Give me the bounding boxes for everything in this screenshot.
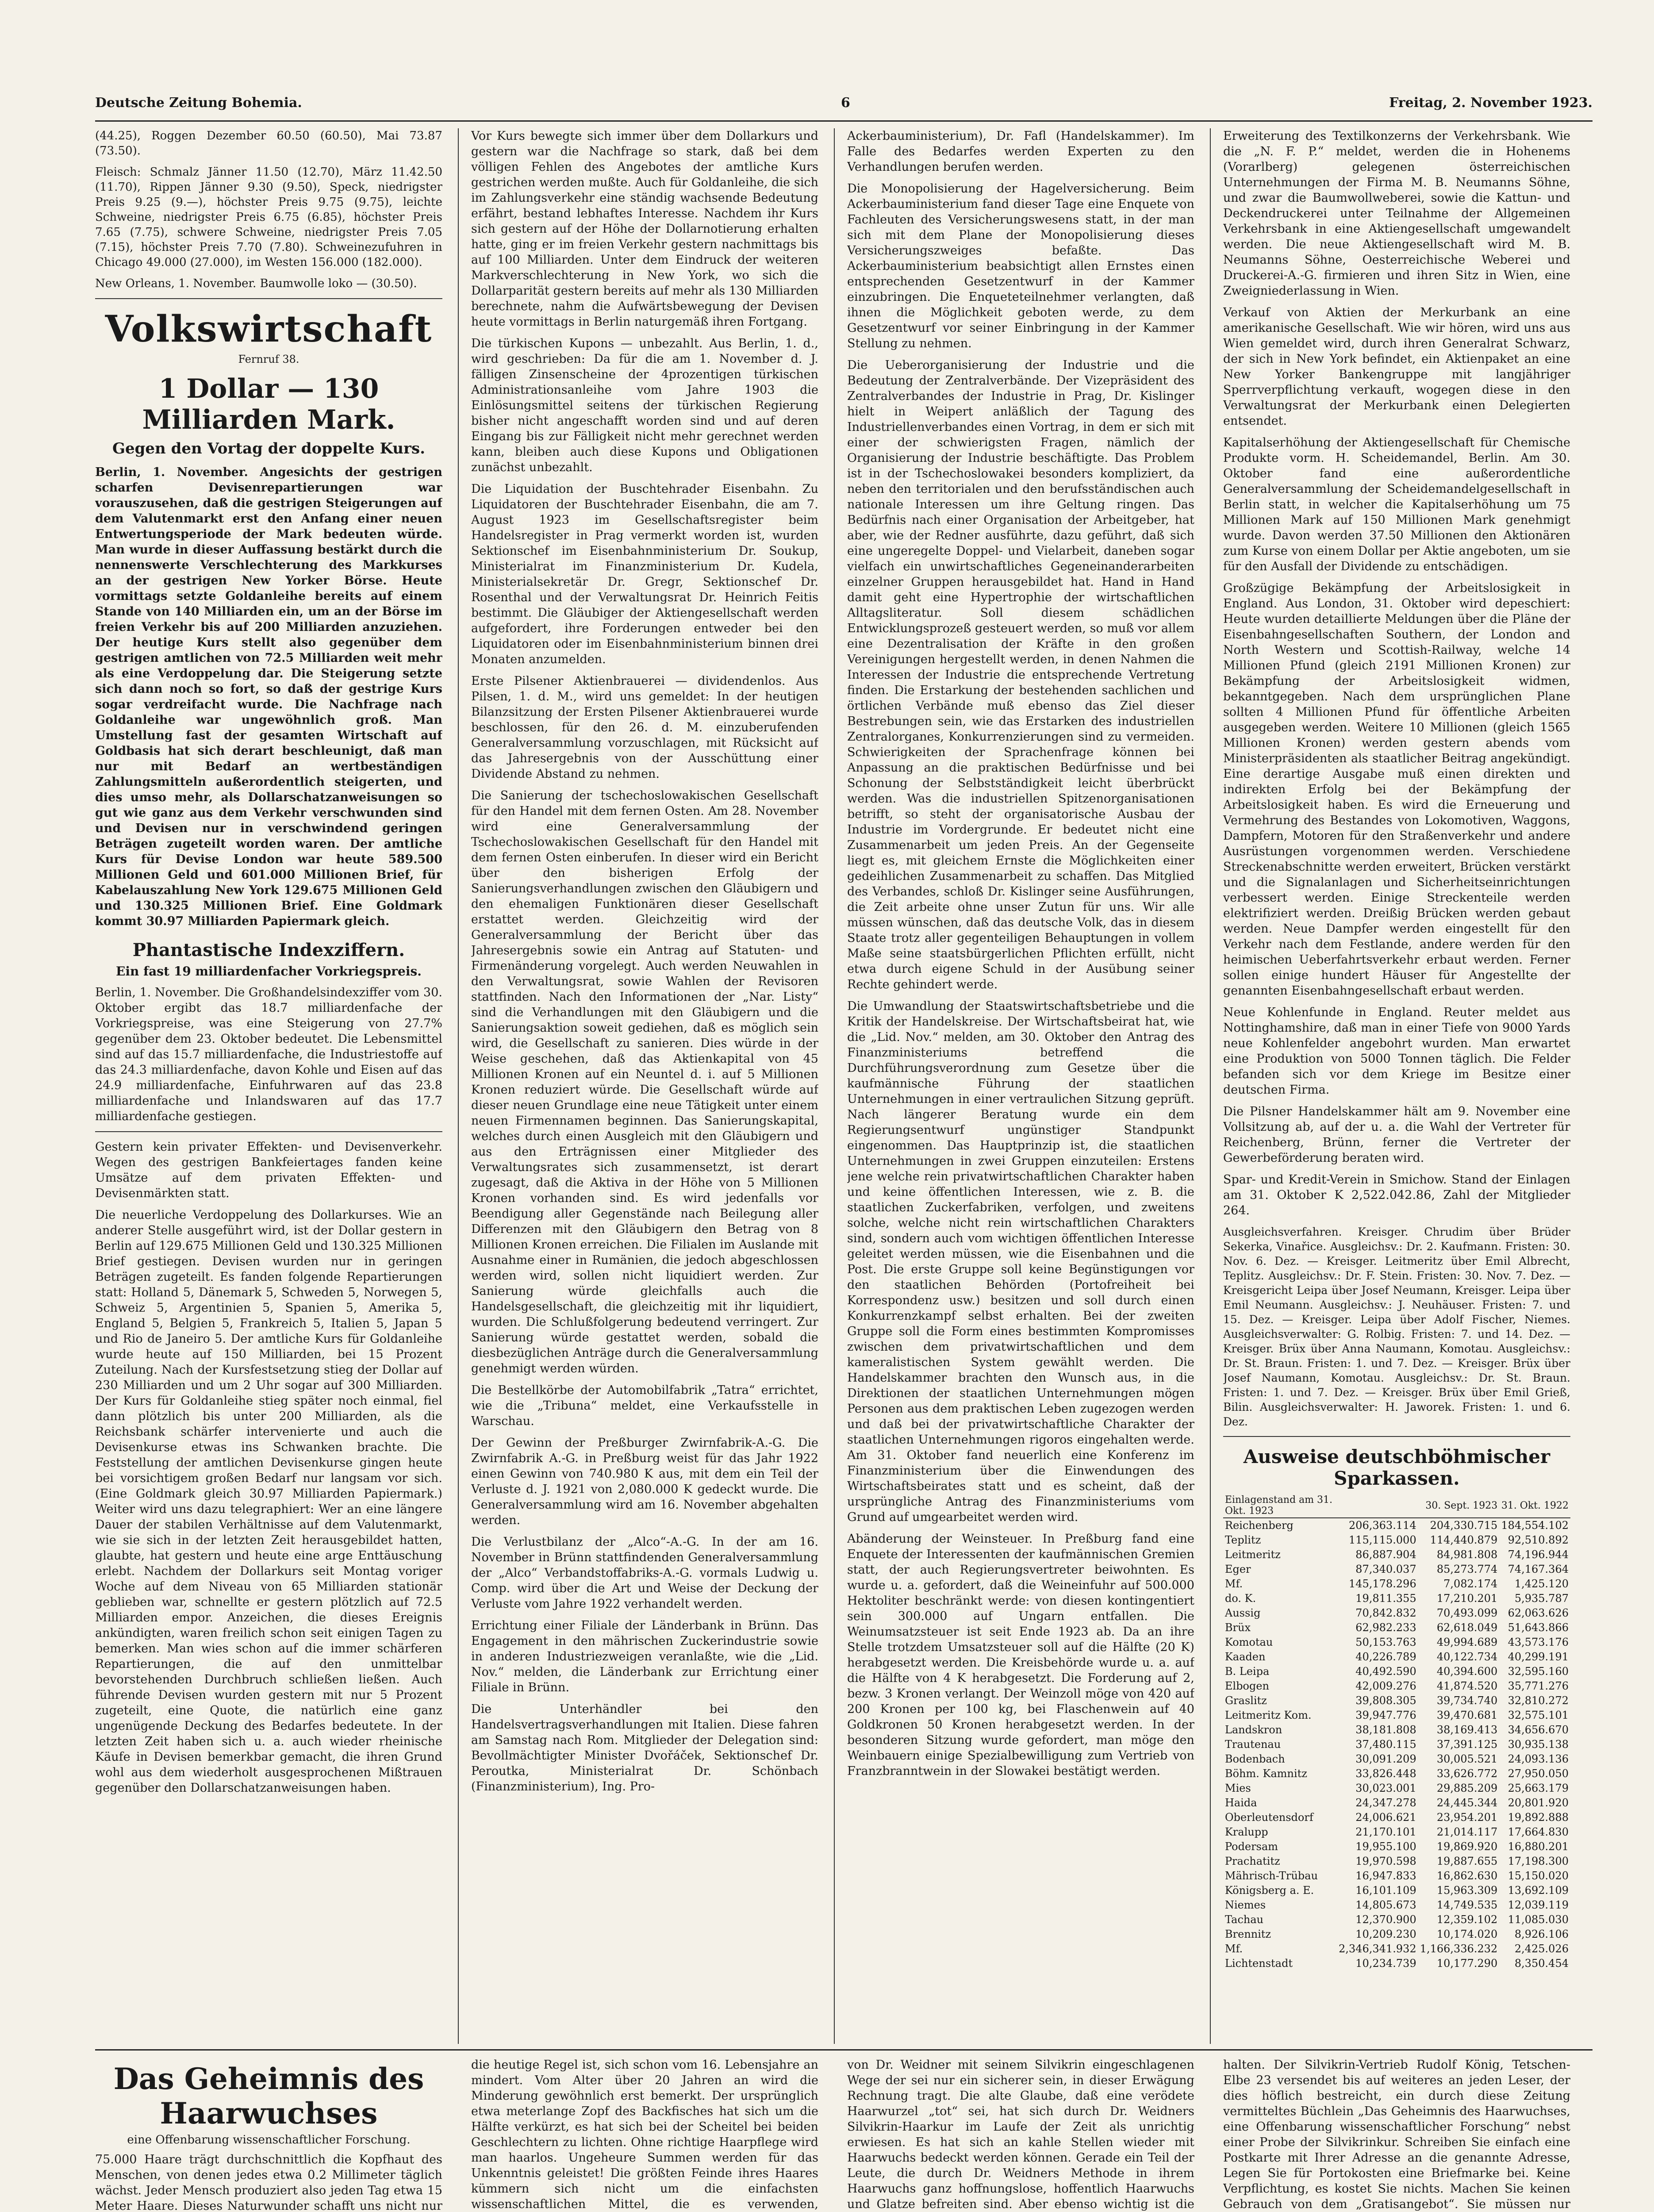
article-subhead: Ein fast 19 milliardenfacher Vorkriegspreis. — [116, 964, 422, 979]
table-row — [1223, 1650, 1570, 1664]
deposit-value: 24,347.278 — [1355, 1797, 1416, 1809]
deposit-value: 33,626.772 — [1436, 1767, 1498, 1780]
article-headline: Phantastische Indexziffern. — [132, 940, 405, 960]
savings-bank-name: Landskron — [1225, 1724, 1282, 1736]
deposit-value: 39,470.681 — [1436, 1709, 1498, 1721]
table-header-row — [1223, 1494, 1570, 1518]
article-paragraph: Verkauf von Aktien der Merkurbank an eine amerikanische Gesellschaft. Wie wir hören, wird uns aus Wien gemeldet wird, durch ihren Generalrat Schwarz, der sich in New York befindet, ein Aktienpaket an eine New Yorker Bankengruppe mit langjähriger Sperrverpflichtung verkauft, wogegen diese in den Verwaltungsrat der Merkurbank einen Delegierten entsendet. — [1223, 306, 1570, 428]
table-row — [1223, 1737, 1570, 1752]
table-row — [1223, 1854, 1570, 1869]
deposit-value: 17,198.300 — [1508, 1855, 1569, 1867]
deposit-value: 2,346,341.932 — [1339, 1943, 1416, 1955]
article-rule — [95, 1131, 442, 1132]
column-3 — [847, 128, 1194, 2044]
deposit-value: 145,178.296 — [1349, 1578, 1416, 1590]
savings-bank-name: Brüx — [1225, 1621, 1251, 1634]
article-paragraph: Kapitalserhöhung der Aktiengesellschaft für Chemische Produkte vorm. H. Scheidemandel, Berlin. Am 30. Oktober fand eine außerordentliche Generalversammlung der Scheidemandelgesellschaft in Berlin statt, in welcher die Kapitalserhöhung um 75 Millionen Mark auf 150 Millionen Mark genehmigt wurde. Davon werden 37.50 Millionen den Aktionären zum Kurse von einem Dollar per Aktie angeboten, um sie für den Ausfall der Dividende zu entschädigen. — [1223, 436, 1570, 573]
article-paragraph: Erweiterung des Textilkonzerns der Verkehrsbank. Wie die „N. F. P.“ meldet, werden die in Hohenems (Vorarlberg) gelegenen österreichischen Unternehmungen der Firma M. B. Neumanns Söhne, und zwar die Baumwollweberei, sowie die Kattun- und Deckendruckerei unter Teilnahme der Allgemeinen Verkehrsbank in eine Aktiengesellschaft umgewandelt werden. Die neue Aktiengesellschaft wird M. B. Neumanns Söhne, Oesterreichische Weberei und Druckerei-A.-G. firmieren und ihren Sitz in Wien, eine Zweigniederlassung in Wien. — [1223, 129, 1570, 298]
deposit-value: 40,492.590 — [1355, 1665, 1416, 1678]
deposit-value: 39,947.776 — [1355, 1709, 1416, 1721]
deposit-value: 10,177.290 — [1436, 1957, 1498, 1970]
deposit-value: 1,166,336.232 — [1420, 1943, 1498, 1955]
deposit-value: 62,063.626 — [1508, 1607, 1569, 1619]
deposit-value: 5,935.787 — [1514, 1592, 1569, 1605]
section-rule — [95, 298, 442, 299]
article-paragraph: Ackerbauministerium), Dr. Fafl (Handelskammer). Im Falle des Bedarfes werden Experten zu den Verhandlungen berufen werden. — [847, 129, 1194, 174]
advertisement — [95, 2053, 1593, 2212]
table-row — [1223, 1883, 1570, 1898]
market-report: New Orleans, 1. November. Baumwolle loko — (30.50). — [95, 277, 417, 290]
deposit-value: 16,947.833 — [1355, 1870, 1416, 1882]
ad-column — [95, 2057, 442, 2212]
deposit-value: 74,196.944 — [1508, 1548, 1569, 1561]
savings-bank-name: Leitmeritz Kom. — [1225, 1709, 1312, 1721]
article-paragraph: Erste Pilsener Aktienbrauerei — dividendenlos. Aus Pilsen, 1. d. M., wird uns gemeldet: In der heutigen Bilanzsitzung der Ersten Pilsener Aktienbrauerei wurde beschlossen, für den 26. d. M. einzuberufenden Generalversammlung vorzuschlagen, mit Rücksicht auf das Jahresergebnis von der Ausschüttung einer Dividende Abstand zu nehmen. — [471, 674, 818, 781]
deposit-value: 13,692.109 — [1508, 1884, 1569, 1897]
deposit-value: 15,963.309 — [1436, 1884, 1498, 1897]
deposit-value: 14,805.673 — [1355, 1899, 1416, 1911]
deposit-value: 62,982.233 — [1355, 1621, 1416, 1634]
deposit-value: 114,440.879 — [1430, 1534, 1498, 1546]
deposit-value: 206,363.114 — [1349, 1519, 1416, 1532]
article-subhead: Gegen den Vortag der doppelte Kurs. — [112, 440, 426, 457]
deposit-value: 12,359.102 — [1436, 1913, 1498, 1926]
column-header: 31. Okt. 1922 — [1499, 1494, 1570, 1518]
article-paragraph: Die Liquidation der Buschtehrader Eisenbahn. Zu Liquidatoren der Buschtehrader Eisenbahn, die am 7. August 1923 im Gesellschaftsregister beim Handelsregister in Prag vermerkt worden ist, wurden Sektionschef im Eisenbahnministerium Dr. Soukup, Ministerialrat im Finanzministerium Dr. Kudela, Ministerialsekretär Dr. Gregr, Sektionschef Dr. Rosenthal und der Verwaltungsrat Dr. Heinrich Feitis bestimmt. Die Gläubiger der Aktiengesellschaft werden aufgefordert, ihre Forderungen entweder bei den Liquidatoren oder im Eisenbahnministerium binnen drei Monaten anzumelden. — [471, 482, 818, 666]
deposit-value: 20,801.920 — [1508, 1797, 1569, 1809]
deposit-value: 21,170.101 — [1355, 1826, 1416, 1838]
deposit-value: 35,771.276 — [1508, 1680, 1569, 1692]
ad-paragraph: die heutige Regel ist, sich schon vom 16. Lebensjahre an mindert. Vom Alter über 20 Jahren an wird die Minderung gewöhnlich erst bemerkt. Der ursprünglich etwa meterlange Zopf des Backfisches hat sich um die Hälfte verkürzt, es hat sich bei der Scheitel bei beiden Geschlechtern zu lichten. Ohne richtige Haarpflege wird man haarlos. Ungeheure Summen werden für das Unkenntnis geleistet! Die größten Feinde ihres Haares kümmern sich nicht um die einfachsten wissenschaftlichen Mittel, die es verwenden, — [471, 2058, 818, 2211]
deposit-value: 15,150.020 — [1508, 1870, 1569, 1882]
deposit-value: 32,575.101 — [1508, 1709, 1569, 1721]
deposit-value: 30,023.001 — [1355, 1782, 1416, 1794]
ad-paragraph: 75.000 Haare trägt durchschnittlich die Kopfhaut des Menschen, von denen jedes etwa 0.2 Millimeter täglich wächst. Jeder Mensch produziert also jeden Tag etwa 15 Meter Haare. Dieses Naturwunder schafft uns nicht nur — [95, 2153, 442, 2212]
deposit-value: 23,954.201 — [1436, 1811, 1498, 1824]
table-row — [1223, 1781, 1570, 1796]
deposit-value: 38,181.808 — [1355, 1724, 1416, 1736]
table-row — [1223, 1869, 1570, 1883]
table-row — [1223, 1927, 1570, 1942]
deposit-value: 14,749.535 — [1436, 1899, 1498, 1911]
deposit-value: 40,299.191 — [1508, 1651, 1569, 1663]
deposit-value: 37,480.115 — [1355, 1738, 1416, 1751]
table-row — [1223, 1679, 1570, 1694]
column-divider — [834, 128, 835, 2044]
section-rule — [1223, 1436, 1570, 1437]
deposit-value: 41,874.520 — [1436, 1680, 1498, 1692]
article-paragraph: Abänderung der Weinsteuer. In Preßburg fand eine Enquete der Interessenten der kaufmännischen Gremien statt, der auch Regierungsvertreter beiwohnten. Es wurde u. a. gefordert, daß die Weineinfuhr auf 500.000 Hektoliter beschränkt werde: von diesen kontingentiert sein 300.000 auf Ungarn entfallen. Die Weinumsatzsteuer ist seit Ende 1923 ab. Da an ihre Stelle trotzdem Umsatzsteuer soll auf die Hälfte (20 K) herabgesetzt werden. Die Kreisbehörde wurde u. a. auf die Hälfte von 4 K herabgesetzt. Die Forderung auf 2, bezw. 3 Kronen verlangt. Der Weinzoll möge von 420 auf 200 Kronen per 100 kg, bei Flaschenwein auf 40 Goldkronen 50 Kronen herabgesetzt werden. In der besonderen Sitzung wurde gefordert, man möge den Weinbauern einige Spezialbewilligung zum Vertrieb von Franzbranntwein in der Slowakei bestätigt werden. — [847, 1532, 1194, 1778]
ad-column — [471, 2057, 818, 2212]
table-row — [1223, 1621, 1570, 1635]
savings-bank-name: Reichenberg — [1225, 1519, 1293, 1532]
deposit-value: 30,935.138 — [1508, 1738, 1569, 1751]
deposit-value: 87,340.037 — [1355, 1563, 1416, 1575]
deposit-value: 7,082.174 — [1443, 1578, 1498, 1590]
deposit-value: 34,656.670 — [1508, 1724, 1569, 1736]
deposit-value: 12,039.119 — [1508, 1899, 1569, 1911]
deposit-value: 19,892.888 — [1508, 1811, 1569, 1824]
savings-bank-name: Brennitz — [1225, 1928, 1271, 1940]
savings-bank-name: Komotau — [1225, 1636, 1273, 1648]
article-paragraph: Errichtung einer Filiale der Länderbank in Brünn. Das Engagement in den mährischen Zuckerindustrie sowie in anderen Industriezweigen veranlaßte, wie die „Lid. Nov.“ melden, die Länderbank zur Errichtung einer Filiale in Brünn. — [471, 1619, 818, 1694]
deposit-value: 27,950.050 — [1508, 1767, 1569, 1780]
savings-table — [1223, 1494, 1570, 1971]
deposit-value: 86,887.904 — [1355, 1548, 1416, 1561]
table-row — [1223, 1825, 1570, 1839]
deposit-value: 184,554.102 — [1501, 1519, 1569, 1532]
deposit-value: 42,009.276 — [1355, 1680, 1416, 1692]
table-row — [1223, 1752, 1570, 1767]
market-report: Fleisch: Schmalz Jänner 11.50 (12.70), März 11.42.50 (11.70), Rippen Jänner 9.30 (9.50), Speck, niedrigster Preis 9.25 (9.—), höchster Preis 9.75 (9.75), leichte Schweine, niedrigster Preis 6.75 (6.85), höchster Preis 7.65 (7.75), schwere Schweine, niedrigster Preis 7.05 (7.15), höchster Preis 7.70 (7.80). Schweinezufuhren in Chicago 49.000 (27.000), im Westen 156.000 (182.000). — [95, 165, 442, 269]
deposit-value: 70,493.099 — [1436, 1607, 1498, 1619]
deposit-value: 40,226.789 — [1355, 1651, 1416, 1663]
section-title: Volkswirtschaft — [105, 308, 433, 350]
savings-bank-name: Mies — [1225, 1782, 1251, 1794]
deposit-value: 70,842.832 — [1355, 1607, 1416, 1619]
savings-bank-name: B. Leipa — [1225, 1665, 1270, 1678]
deposit-value: 43,573.176 — [1508, 1636, 1569, 1648]
ad-column — [847, 2057, 1194, 2212]
market-report: (44.25), Roggen Dezember 60.50 (60.50), Mai 73.87 (73.50). — [95, 129, 442, 157]
article-paragraph: Berlin, 1. November. Die Großhandelsindexziffer vom 30. Oktober ergibt das 18.7 milliardenfache der Vorkriegspreise, was eine Steigerung von 27.7% gegenüber dem 23. Oktober bedeutet. Die Lebensmittel sind auf das 15.7 milliardenfache, die Industriestoffe auf das 24.3 milliardenfache, davon Kohle und Eisen auf das 24.9 milliardenfache, Einfuhrwaren auf das 23.8 milliardenfache und Inlandswaren auf das 17.7 milliardenfache gestiegen. — [95, 986, 442, 1123]
deposit-value: 92,510.892 — [1508, 1534, 1569, 1546]
deposit-value: 29,885.209 — [1436, 1782, 1498, 1794]
column-4 — [1223, 128, 1570, 2044]
savings-bank-name: Prachatitz — [1225, 1855, 1280, 1867]
deposit-value: 8,926.106 — [1514, 1928, 1569, 1940]
savings-bank-name: Niemes — [1225, 1899, 1266, 1911]
article-paragraph: Spar- und Kredit-Verein in Smichow. Stand der Einlagen am 31. Oktober K 2,522.042.86, Zahl der Mitglieder 264. — [1223, 1173, 1570, 1217]
article-paragraph: Gestern kein privater Effekten- und Devisenverkehr. Wegen des gestrigen Bankfeiertages fanden keine Umsätze auf dem privaten Effekten- und Devisenmärkten statt. — [95, 1140, 442, 1200]
deposit-value: 30,091.209 — [1355, 1753, 1416, 1765]
table-row — [1223, 1956, 1570, 1971]
savings-bank-name: Teplitz — [1225, 1534, 1261, 1546]
deposit-value: 24,093.136 — [1508, 1753, 1569, 1765]
ad-paragraph: von Dr. Weidner mit seinem Silvikrin eingeschlagenen Wege der sei nur ein sicherer sein, in dieser Erwägung Rechnung tragt. Die alte Glaube, daß eine verödete Haarwurzel „tot“ sei, hat sich durch Dr. Weidners Silvikrin-Haarkur im Laufe der Zeit als unrichtig erwiesen. Es hat sich an kahle Stellen wieder mit Haarwuchs bedeckt werden können. Gerade ein Teil der Leute, die durch Dr. Weidners Methode in ihrem Haarwuchs ganz hoffnungslose, hoffentlich Haarwuchs und Glatze befreiten sind. Aber ebenso wichtig ist die — [847, 2058, 1194, 2211]
bottom-rule — [95, 2049, 1593, 2051]
table-row — [1223, 1635, 1570, 1650]
deposit-value: 11,085.030 — [1508, 1913, 1569, 1926]
deposit-value: 32,595.160 — [1508, 1665, 1569, 1678]
table-row — [1223, 1591, 1570, 1606]
article-paragraph: Die Monopolisierung der Hagelversicherung. Beim Ackerbauministerium fand dieser Tage eine Enquete von Fachleuten des Versicherungswesens statt, in der man sich mit dem Plane der Monopolisierung dieses Versicherungszweiges befaßte. Das Ackerbauministerium beabsichtigt allen Ernstes einen entsprechenden Gesetzentwurf in der Kammer einzubringen. Die Enqueteteilnehmer verlangten, daß ihnen die Möglichkeit geboten werde, zu dem Gesetzentwurf vor seiner Einbringung in der Kammer Stellung zu nehmen. — [847, 182, 1194, 350]
article-paragraph: Vor Kurs bewegte sich immer über dem Dollarkurs und gestern war die Nachfrage so stark, daß bei dem völligen Fehlen des Angebotes der amtliche Kurs gestrichen werden mußte. Auch für Goldanleihe, die sich im Zahlungsverkehr eine ständig wachsende Bedeutung erfährt, bestand lebhaftes Interesse. Nachdem ihr Kurs sich gestern auf der Höhe der Dollarnotierung erhalten hatte, ging er im freien Verkehr gestern nachmittags bis auf 100 Milliarden. Unter dem Eindruck der weiteren Markverschlechterung in New York, wo sich die Dollarparität gestern bereits auf mehr als 130 Milliarden berechnete, nahm die Aufwärtsbewegung der Devisen heute vormittags in Berlin naturgemäß ihren Fortgang. — [471, 129, 818, 329]
savings-bank-name: Lichtenstadt — [1225, 1957, 1293, 1970]
deposit-value: 62,618.049 — [1436, 1621, 1498, 1634]
savings-bank-name: Eger — [1225, 1563, 1251, 1575]
deposit-value: 17,210.201 — [1436, 1592, 1498, 1605]
article-paragraph: Die Pilsner Handelskammer hält am 9. November eine Vollsitzung ab, auf der u. a. die Wahl der Vertreter für Reichenberg, Brünn, ferner die Vertreter der Gewerbeförderung beraten wird. — [1223, 1105, 1570, 1165]
issue-date: Freitag, 2. November 1923. — [1389, 95, 1593, 111]
deposit-value: 115,115.000 — [1349, 1534, 1416, 1546]
deposit-value: 1,425.120 — [1514, 1578, 1569, 1590]
savings-bank-name: Aussig — [1225, 1607, 1261, 1619]
savings-bank-name: do. K. — [1225, 1592, 1256, 1605]
deposit-value: 19,955.100 — [1355, 1840, 1416, 1853]
table-row — [1223, 1796, 1570, 1810]
article-paragraph: Die neuerliche Verdoppelung des Dollarkurses. Wie an anderer Stelle ausgeführt wird, ist der Dollar gestern in Berlin auf 129.675 Millionen Geld und 130.325 Millionen Brief gestiegen. Devisen wurden nur in geringen Beträgen zugeteilt. Es fanden folgende Repartierungen statt: Holland 5, Dänemark 5, Schweden 5, Norwegen 5, Schweiz 5, Argentinien 5, Spanien 5, Amerika 5, England 5, Belgien 5, Frankreich 5, Italien 5, Japan 5 und Rio de Janeiro 5. Der amtliche Kurs für Goldanleihe wurde heute auf 150 Milliarden, bei 15 Prozent Zuteilung. Nach der Kursfestsetzung stieg der Dollar auf 230 Milliarden und um 2 Uhr sogar auf 300 Milliarden. Der Kurs für Goldanleihe stieg später noch einmal, fiel dann plötzlich bis unter 200 Milliarden, als die Reichsbank schärfer intervenierte und auch die Devisenkurse etwas ins Schwanken brachte. Die Feststellung der amtlichen Devisenkurse gingen heute bei vorsichtigem großen Bedarf nur langsam vor sich. (Eine Goldmark gleich 30.97 Milliarden Papiermark.) Weiter wird uns dazu telegraphiert: Wer an eine längere Dauer der stabilen Verhältnisse auf dem Valutenmarkt, wie sie sich in der letzten Zeit herausgebildet hatten, glaubte, hat gestern und heute eine arge Enttäuschung erlebt. Nachdem der Dollarkurs seit Montag voriger Woche auf dem Niveau von 65 Milliarden stationär geblieben war, schnellte er gestern plötzlich auf 72.5 Milliarden empor. Anzeichen, die dieses Ereignis ankündigten, waren freilich schon seit einigen Tagen zu bemerken. Man wies schon auf die immer schärferen Repartierungen, die auf den unmittelbar bevorstehenden Durchbruch schließen ließen. Auch führende Devisen wurden gestern mit nur 5 Prozent zugeteilt, eine Quote, die natürlich eine ganz ungenügende Deckung des Bedarfes bedeutete. In der letzten Zeit haben sich u. a. auch wieder rheinische Käufe in Devisen bemerkbar gemacht, die ihren Grund wohl aus dem wiederholt ausgesprochenen Mißtrauen gegenüber den Dollarschatzanweisungen haben. — [95, 1208, 442, 1795]
deposit-value: 85,273.774 — [1436, 1563, 1498, 1575]
column-header: Einlagenstand am 31. Okt. 1923 — [1223, 1494, 1337, 1518]
table-row — [1223, 1723, 1570, 1737]
table-row — [1223, 1548, 1570, 1562]
table-row — [1223, 1562, 1570, 1577]
table-row — [1223, 1664, 1570, 1679]
deposit-value: 10,234.739 — [1355, 1957, 1416, 1970]
savings-bank-name: Elbogen — [1225, 1680, 1270, 1692]
deposit-value: 204,330.715 — [1430, 1519, 1498, 1532]
savings-bank-name: Kralupp — [1225, 1826, 1268, 1838]
article-paragraph: Neue Kohlenfunde in England. Reuter meldet aus Nottinghamshire, daß man in einer Tiefe von 9000 Yards neue Kohlenfelder angebohrt wurden. Man erwartet eine Produktion von 5000 Tonnen täglich. Die Felder befanden sich vor dem Kriege im Besitze einer deutschen Firma. — [1223, 1006, 1570, 1097]
deposit-value: 8,350.454 — [1514, 1957, 1569, 1970]
table-row — [1223, 1533, 1570, 1548]
deposit-value: 39,734.740 — [1436, 1694, 1498, 1707]
article-paragraph: Die Verlustbilanz der „Alco“-A.-G. In der am 16. November in Brünn stattfindenden Generalversammlung der „Alco“ Verbandstoffabriks-A.-G. vormals Ludwig u. Comp. wird über die Art und Weise der Deckung der Verluste vom Jahre 1922 verhandelt werden. — [471, 1535, 818, 1611]
savings-bank-name: Kaaden — [1225, 1651, 1266, 1663]
table-row — [1223, 1898, 1570, 1912]
article-paragraph: Die Bestellkörbe der Automobilfabrik „Tatra“ errichtet, wie die „Tribuna“ meldet, eine Verkaufsstelle in Warschau. — [471, 1383, 818, 1428]
savings-bank-name: Tachau — [1225, 1913, 1264, 1926]
table-row — [1223, 1577, 1570, 1591]
deposit-value: 12,370.900 — [1355, 1913, 1416, 1926]
ad-paragraph: halten. Der Silvikrin-Vertrieb Rudolf König, Tetschen-Elbe 23 versendet bis auf weiteres an jeden Leser, der dies höflich bestreicht, ein durch diese Zeitung vermitteltes Büchlein „Das Geheimnis des Haarwuchses, eine Offenbarung wissenschaftlicher Forschung“ nebst einer Probe der Silvikrinkur. Schreiben Sie einfach eine Postkarte mit Ihrer Adresse an die genannte Adresse, Legen Sie für Portokosten eine Briefmarke bei. Keine Verpflichtung, es kostet Sie nichts. Machen Sie keinen Gebrauch von dem „Gratisangebot“. Sie müssen nur — [1223, 2058, 1570, 2211]
savings-bank-name: Mf. — [1225, 1943, 1243, 1955]
table-row — [1223, 1942, 1570, 1956]
table-row — [1223, 1810, 1570, 1825]
savings-bank-name: Mährisch-Trübau — [1225, 1870, 1318, 1882]
article-paragraph: Der Gewinn der Preßburger Zwirnfabrik-A.-G. Die Zwirnfabrik A.-G. in Preßburg weist für das Jahr 1922 einen Gewinn von 740.980 K aus, mit dem ein Teil der Verluste d. J. 1921 von 2,080.000 K gedeckt wurde. Die Generalversammlung wird am 16. November abgehalten werden. — [471, 1436, 818, 1527]
table-row — [1223, 1839, 1570, 1854]
deposit-value: 39,808.305 — [1355, 1694, 1416, 1707]
deposit-value: 84,981.808 — [1436, 1548, 1498, 1561]
ad-column — [1223, 2057, 1570, 2212]
article-headline: 1 Dollar — 130 Milliarden Mark. — [142, 373, 395, 435]
savings-bank-name: Haida — [1225, 1797, 1257, 1809]
savings-bank-name: Mf. — [1225, 1578, 1243, 1590]
table-row — [1223, 1708, 1570, 1723]
article-paragraph: Die türkischen Kupons — unbezahlt. Aus Berlin, 1. d., wird geschrieben: Da für die am 1. November d. J. fälligen Zinsenscheine der 4prozentigen türkischen Administrationsanleihe vom Jahre 1903 die Einlösungsmittel seitens der türkischen Regierung bisher nicht angeschafft worden sind und auf deren Eingang bis zur Fälligkeit nicht mehr gerechnet werden kann, bleiben auch diese Kupons und Obligationen zunächst unbezahlt. — [471, 337, 818, 474]
article-paragraph: Berlin, 1. November. Angesichts der gestrigen scharfen Devisenrepartierungen war vorauszusehen, daß die gestrigen Steigerungen auf dem Valutenmarkt erst den Anfang einer neuen Entwertungsperiode der Mark bedeuten würde. Man wurde in dieser Auffassung bestärkt durch die nennenswerte Verschlechterung des Markkurses an der gestrigen New Yorker Börse. Heute vormittags setzte Goldanleihe bereits auf einem Stande von 140 Milliarden ein, um an der Börse im freien Verkehr bis auf 200 Milliarden anzuziehen. Der heutige Kurs stellt also gegenüber dem gestrigen amtlichen von 72.5 Milliarden weit mehr als eine Verdoppelung dar. Die Steigerung setzte sich dann noch so fort, so daß der gestrige Kurs sogar verdreifacht wurde. Die Nachfrage nach Goldanleihe war ungewöhnlich groß. Man Umstellung fast der gesamten Wirtschaft auf Goldbasis hat sich derart beschleunigt, daß man nur mit Bedarf an wertbeständigen Zahlungsmitteln außerordentlich steigerten, und dies umso mehr, als Dollarschatzanweisungen so gut wie ganz aus dem Verkehr verschwunden sind und Devisen nur in verschwindend geringen Beträgen zugeteilt worden waren. Der amtliche Kurs für Devise London war heute 589.500 Millionen Geld und 601.000 Millionen Brief, für Kabelauszahlung New York 129.675 Millionen Geld und 130.325 Millionen Brief. Eine Goldmark kommt 30.97 Milliarden Papiermark gleich. — [95, 465, 442, 928]
ad-title: Das Geheimnis des Haarwuchses — [113, 2062, 424, 2131]
deposit-value: 19,970.598 — [1355, 1855, 1416, 1867]
deposit-value: 16,862.630 — [1436, 1870, 1498, 1882]
bankruptcy-listing: Ausgleichsverfahren. Kreisger. Chrudim über Brüder Sekerka, Vinařice. Ausgleichsv.: Dr. 2. Kaufmann. Fristen: 30. Nov. 6. Dez. — Kreisger. Leitmeritz über Emil Albrecht, Teplitz. Ausgleichsv.: Dr. F. Stein. Fristen: 30. Nov. 7. Dez. — Kreisgericht Leipa über Josef Neumann, Kreisger. Leipa über Emil Neumann. Ausgleichsv.: J. Neuhäuser. Fristen: 7. und 15. Dez. — Kreisger. Leipa über Adolf Fischer, Niemes. Ausgleichsverwalter: G. Rolbig. Fristen: 7. und 14. Dez. — Kreisger. Brüx über Anna Naumann, Komotau. Ausgleichsv.: Dr. St. Braun. Fristen: 1. und 7. Dez. — Kreisger. Brüx über Josef Naumann, Komotau. Ausgleichsv.: Dr. St. Braun. Fristen: 1. und 7. Dez. — Kreisger. Brüx über Emil Grieß, Bilin. Ausgleichsverwalter: H. Jaworek. Fristen: 1. und 6. Dez. — [1223, 1225, 1570, 1428]
article-paragraph: Die Ueberorganisierung der Industrie und die Bedeutung der Zentralverbände. Der Vizepräsident des Zentralverbandes der Industrie in Prag, Dr. Kislinger hielt in Weipert anläßlich der Tagung des Industriellenverbandes einen Vortrag, in dem er sich mit einer der schwierigsten Fragen, nämlich der Organisierung der Industrie beschäftigte. Das Problem ist in der Tschechoslowakei besonders kompliziert, da neben den territorialen und den berufsständischen auch nationale Interessen um ihre Geltung ringen. Das Bedürfnis nach einer Organisation der Arbeitgeber, hat aber, wie der Redner ausführte, dazu geführt, daß sich eine ungeregelte Doppel- und Vielarbeit, daneben sogar vielfach ein unwirtschaftliches Gegeneinanderarbeiten einzelner Gruppen herausgebildet hat. Hand in Hand damit geht eine Hypertrophie der wirtschaftlichen Alltagsliteratur. Soll diesem schädlichen Entwicklungsprozeß gesteuert werden, so muß vor allem eine Dezentralisation der Kräfte in den großen Vereinigungen hergestellt werden, in denen Nahmen die Interessen der Industrie die entsprechende Vertretung finden. Die Erstarkung der bestehenden sachlichen und örtlichen Verbände muß ebenso das Ziel dieser Bestrebungen sein, wie das Erstarken des industriellen Zentralorganes, Konkurrenzierungen sind zu vermeiden. Schwierigkeiten der Sprachenfrage können bei Anpassung an die praktischen Bedürfnisse und bei Schonung der Selbstständigkeit leicht überbrückt werden. Was die industriellen Spitzenorganisationen betrifft, so steht der organisatorische Ausbau der Industrie im Vordergrunde. Er bedeutet nicht eine Zusammenarbeit um jeden Preis. An der Gegenseite liegt es, mit gleichem Ernste die Möglichkeiten einer gedeihlichen Zusammenarbeit zu schaffen. Das Mitglied des Verbandes, schloß Dr. Kislinger seine Ausführungen, die Zeit arbeite ohne unser Zutun für uns. Wir alle müssen wünschen, daß das deutsche Volk, das in diesem Staate trotz aller gegenteiligen Behauptungen in vollem Maße seine staatsbürgerlichen Pflichten erfüllt, nicht etwa durch eigene Schuld in der Ausübung seiner Rechte gehindert werde. — [847, 358, 1194, 991]
deposit-value: 25,663.179 — [1508, 1782, 1569, 1794]
column-2 — [471, 128, 818, 2044]
masthead: Deutsche Zeitung Bohemia. — [95, 95, 302, 111]
savings-bank-name: Bodenbach — [1225, 1753, 1285, 1765]
section-phone: Fernruf 38. — [238, 353, 299, 365]
page-number: 6 — [841, 95, 850, 111]
table-row — [1223, 1518, 1570, 1533]
deposit-value: 51,643.866 — [1508, 1621, 1569, 1634]
deposit-value: 74,167.364 — [1508, 1563, 1569, 1575]
deposit-value: 16,101.109 — [1355, 1884, 1416, 1897]
deposit-value: 24,006.621 — [1355, 1811, 1416, 1824]
deposit-value: 10,174.020 — [1436, 1928, 1498, 1940]
savings-bank-name: Trautenau — [1225, 1738, 1281, 1751]
article-paragraph: Die Sanierung der tschechoslowakischen Gesellschaft für den Handel mit dem fernen Osten. Am 28. November wird eine Generalversammlung der Tschechoslowakischen Gesellschaft für den Handel mit dem fernen Osten einberufen. In dieser wird ein Bericht über den bisherigen Erfolg der Sanierungsverhandlungen zwischen den Gläubigern und den ehemaligen Funktionären dieser Gesellschaft erstattet werden. Gleichzeitig wird der Generalversammlung der Bericht über das Jahresergebnis sowie ein Antrag auf Statuten- und Firmenänderung vorgelegt. Auch werden Neuwahlen in den Verwaltungsrat, sowie Wahlen der Revisoren stattfinden. Nach den Informationen der „Nar. Listy“ sind die Verhandlungen mit den Gläubigern und die Sanierungsaktion soweit gediehen, daß es möglich sein wird, die Gesellschaft zu sanieren. Dies würde in der Weise geschehen, daß das Aktienkapital von 45 Millionen Kronen auf ein Neuntel d. i. auf 5 Millionen Kronen reduziert würde. Die Gesellschaft würde auf dieser neuen Grundlage eine neue Tätigkeit unter einem neuen Firmennamen beginnen. Das Sanierungskapital, welches durch einen Ausgleich mit den Gläubigern und aus den Erträgnissen einer Mitglieder des Verwaltungsrates sich zusammensetzt, ist derart zugesagt, daß die Aktiva in der Höhe von 5 Millionen Kronen vorhanden sind. Es wird jedenfalls vor Beendigung aller Gegenstände nach Beilegung aller Differenzen mit den Gläubigern den Betrag von 8 Millionen Kronen erreichen. Die Filialen im Auslande mit Ausnahme einer in Rumänien, die jedoch abgeschlossen werden wird, sollen nicht liquidiert werden. Zur Sanierung würde gleichfalls auch die Handelsgesellschaft, die gleichzeitig mit ihr liquidiert, wurden. Die Schlußfolgerung bedeutend verringert. Zur Sanierung würde gestattet werden, sobald die diesbezüglichen Anträge durch die Generalversammlung genehmigt werden würden. — [471, 789, 818, 1375]
savings-table-title: Ausweise deutschböhmischer Sparkassen. — [1243, 1446, 1550, 1489]
savings-bank-name: Oberleutensdorf — [1225, 1811, 1313, 1824]
column-divider — [458, 128, 459, 2044]
article-paragraph: Die Unterhändler bei den Handelsvertragsverhandlungen mit Italien. Diese fahren am Samstag nach Rom. Mitglieder der Delegation sind: Bevollmächtigter Minister Dvořáček, Sektionschef Dr. Peroutka, Ministerialrat Dr. Schönbach (Finanzministerium), Ing. Pro- — [471, 1702, 818, 1793]
deposit-value: 17,664.830 — [1508, 1826, 1569, 1838]
deposit-value: 10,209.230 — [1355, 1928, 1416, 1940]
deposit-value: 2,425.026 — [1514, 1943, 1569, 1955]
deposit-value: 49,994.689 — [1436, 1636, 1498, 1648]
savings-bank-name: Böhm. Kamnitz — [1225, 1767, 1307, 1780]
table-row — [1223, 1606, 1570, 1621]
deposit-value: 50,153.763 — [1355, 1636, 1416, 1648]
column-divider — [1210, 128, 1211, 2044]
column-header: 30. Sept. 1923 — [1418, 1494, 1500, 1518]
savings-bank-name: Graslitz — [1225, 1694, 1267, 1707]
deposit-value: 19,869.920 — [1436, 1840, 1498, 1853]
deposit-value: 19,811.355 — [1355, 1592, 1416, 1605]
ad-subtitle: eine Offenbarung wissenschaftlicher Forschung. — [127, 2133, 411, 2147]
deposit-value: 21,014.117 — [1436, 1826, 1498, 1838]
column-header — [1337, 1494, 1418, 1518]
savings-bank-name: Leitmeritz — [1225, 1548, 1281, 1561]
table-row — [1223, 1912, 1570, 1927]
deposit-value: 32,810.272 — [1508, 1694, 1569, 1707]
savings-bank-name: Königsberg a. E. — [1225, 1884, 1314, 1897]
deposit-value: 37,391.125 — [1436, 1738, 1498, 1751]
table-row — [1223, 1767, 1570, 1781]
savings-bank-name: Podersam — [1225, 1840, 1278, 1853]
header-rule — [95, 120, 1593, 122]
deposit-value: 40,122.734 — [1436, 1651, 1498, 1663]
deposit-value: 33,826.448 — [1355, 1767, 1416, 1780]
page-header — [95, 95, 1593, 117]
deposit-value: 30,005.521 — [1436, 1753, 1498, 1765]
deposit-value: 19,887.655 — [1436, 1855, 1498, 1867]
article-paragraph: Die Umwandlung der Staatswirtschaftsbetriebe und die Kritik der Handelskreise. Der Wirtschaftsbeirat hat, wie die „Lid. Nov.“ melden, am 30. Oktober den Antrag des Finanzministeriums betreffend die Durchführungsverordnung zum Gesetze über die kaufmännische Führung der staatlichen Unternehmungen in einer vertraulichen Sitzung geprüft. Nach längerer Beratung wurde ein dem Regierungsentwurf ungünstiger Standpunkt eingenommen. Das Hauptprinzip ist, die staatlichen Unternehmungen in zwei Gruppen einzuteilen: Erstens jene welche rein privatwirtschaftlichen Charakter haben und keine öffentlichen Interessen, wie z. B. die staatlichen Zuckerfabriken, verfolgen, und zweitens solche, welche nicht rein wirtschaftlichen Charakters sind, sondern auch vom wichtigen öffentlichen Interesse geleitet werden müssen, wie die Eisenbahnen und die Post. Die erste Gruppe soll keine Begünstigungen vor den staatlichen Behörden (Portofreiheit bei Korrespondenz usw.) besitzen und soll durch einen Konkurrenzkampf selbst erhalten. Bei der zweiten Gruppe soll die Form eines bestimmten Kompromisses zwischen dem privatwirtschaftlichen und dem kameralistischen System gewählt werden. Die Handelskammer brachten den Wunsch aus, in die Direktionen der staatlichen Unternehmungen mögen Personen aus dem praktischen Leben zugezogen werden und daß bei der privatwirtschaftliche Charakter der staatlichen Unternehmungen rigoros eingehalten werde. Am 31. Oktober fand neuerlich eine Konferenz im Finanzministerium über die Einwendungen des Wirtschaftsbeirates statt und es scheint, daß der ursprüngliche Antrag des Finanzministeriums vom Grund auf umgearbeitet werden wird. — [847, 999, 1194, 1524]
table-row — [1223, 1694, 1570, 1708]
deposit-value: 38,169.413 — [1436, 1724, 1498, 1736]
article-paragraph: Großzügige Bekämpfung der Arbeitslosigkeit in England. Aus London, 31. Oktober wird depeschiert: Heute wurden detaillierte Meldungen über die Pläne der Eisenbahngesellschaften Southern, der London and North Western und Scottish-Railway, welche 14 Millionen Pfund (gleich 2191 Millionen Kronen) zur Bekämpfung der Arbeitslosigkeit widmen, bekanntgegeben. Nach dem ursprünglichen Plane sollten 4 Millionen Pfund für öffentliche Arbeiten ausgegeben werden. Weitere 10 Millionen (gleich 1565 Millionen Kronen) werden gestern abends vom Ministerpräsidenten als staatlicher Beitrag angekündigt. Eine derartige Ausgabe muß einen direkten und indirekten Erfolg bei der Bekämpfung der Arbeitslosigkeit haben. Es wird die Erneuerung und Vermehrung des Bestandes von Lokomotiven, Waggons, Dampfern, Motoren für den Straßenverkehr und andere Ausrüstungen vorgenommen werden. Verschiedene Streckenabschnitte werden erweitert, Brücken verstärkt und die Signalanlagen und Sicherheitseinrichtungen verbessert werden. Einige Streckenteile werden elektrifiziert werden. Dreißig Brücken werden gebaut werden. Neue Dampfer werden eingestellt für den Verkehr nach dem Festlande, andere werden für den heimischen Ueberfahrtsverkehr erbaut werden. Ferner sollen einige hundert Häuser für Angestellte der genannten Eisenbahngesellschaft erbaut werden. — [1223, 581, 1570, 998]
savings-table-body — [1223, 1518, 1570, 1971]
deposit-value: 40,394.600 — [1436, 1665, 1498, 1678]
deposit-value: 24,445.344 — [1436, 1797, 1498, 1809]
deposit-value: 16,880.201 — [1508, 1840, 1569, 1853]
column-1 — [95, 128, 442, 2044]
